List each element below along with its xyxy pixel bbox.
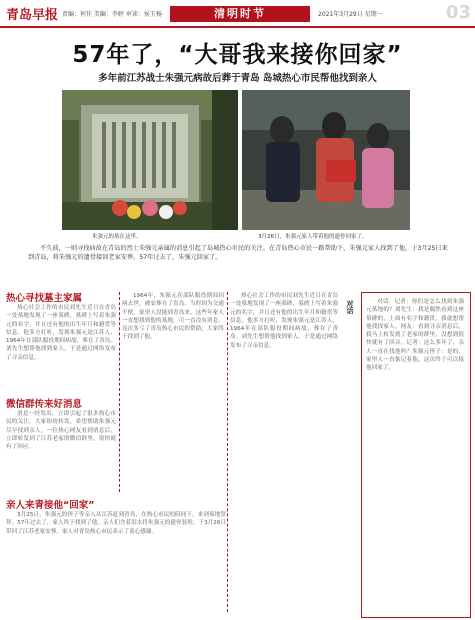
dialogue-label: 对话 xyxy=(346,300,354,314)
middle-column-2: 热心社会工作的市民刘先生近日在青岛一处墓地发现了一座墓碑，墓碑上写着朱强元的名字，并且还有他的出生年月和籍贯等信息。他多方打听，发现朱强元是江苏人，1964年在部队服役期间病故，葬在了青岛。刘先生想帮他找到家人，于是通过网络发布了寻亲信息。 xyxy=(230,293,338,349)
column-divider xyxy=(227,292,228,612)
photo1-caption: 朱强元的墓在这里。 xyxy=(92,234,142,240)
section-title-1: 热心寻找墓主家属 xyxy=(6,293,83,304)
editor-credits: 责编：何佳 美编：李婷 审读：侯玉杨 xyxy=(62,11,162,18)
section-banner: 清明时节 xyxy=(170,6,310,22)
family-photo xyxy=(242,90,410,230)
newspaper-logo: 青岛早报 xyxy=(6,8,59,23)
section-body-3: 3月25日，朱强元的侄子等亲人从江苏赶到青岛，在热心市民的陪同下，来到墓地祭拜。57年过去了，家人终于找到了他。亲人们含着泪水将朱强元的遗骨装殓，于3月26日带回了江苏老家安葬。家人对青岛热心市民表示了衷心感谢。 xyxy=(6,512,226,535)
section-title-2: 微信群传来好消息 xyxy=(6,399,83,410)
middle-column-1: 1964年，朱强元在部队服役期间因病去世，被安葬在了青岛。当时因为交通不便，家里人没能到青岛来。这些年家人一直想找到他的墓地，可一直没有消息。这次多亏了青岛热心市民的帮助，大家终于找到了他。 xyxy=(122,293,224,341)
headline: 57年了，“大哥我来接你回家” xyxy=(72,42,403,68)
dialogue-text: 对话：记者：你们是怎么找到朱强元墓地的？刘先生：我是偶然看到这座墓碑的，上面有名字和籍贯，我就想帮他找找家人。网友：看到寻亲消息后，我马上转发到了老家的群里，没想到很快就有了回音。记者：这么多年了，亲人一直在找他吗？朱强元侄子：是的，家里人一直惦记着他，这次终于可以接他回家了。 xyxy=(366,299,464,372)
grave-photo xyxy=(62,90,238,230)
subheadline: 多年前江苏战士朱强元病故后葬于青岛 岛城热心市民帮他找到亲人 xyxy=(98,73,377,84)
header-rule xyxy=(0,26,475,28)
column-divider xyxy=(119,292,120,492)
family-photo-illustration xyxy=(242,90,410,230)
section-body-2: 消息一经发出，立即引起了很多热心市民的关注。大家纷纷转发，希望帮助朱强元尽早找到亲人。一位热心网友看到消息后，立即转发到了江苏老家的微信群里，很快就有了回应。 xyxy=(6,411,116,451)
section-body-1: 热心社会工作的市民刘先生近日在青岛一处墓地发现了一座墓碑，墓碑上写着朱强元的名字，并且还有他的出生年月和籍贯等信息。他多方打听，发现朱强元是江苏人，1964年在部队服役期间病故，葬在了青岛。刘先生想帮他找到家人，于是通过网络发布了寻亲信息。 xyxy=(6,305,116,361)
photo2-caption: 3月26日，朱强元家人带着他的遗骨回家了。 xyxy=(258,234,368,240)
grave-photo-illustration xyxy=(62,90,238,230)
issue-date: 2021年3月29日 星期一 xyxy=(318,11,383,18)
page-number: 03 xyxy=(446,2,472,23)
intro-paragraph: 不久前，一则寻找病故在青岛的烈士朱强元亲属的消息引起了岛城热心市民的关注。在青岛热心市民一路帮助下，朱强元家人找到了他，于3月25日来到青岛，将朱强元的遗骨接回老家安葬。57年过去了，朱强元回家了。 xyxy=(28,245,448,261)
section-title-3: 亲人来青接他“回家” xyxy=(6,500,95,511)
page-header xyxy=(0,0,475,26)
